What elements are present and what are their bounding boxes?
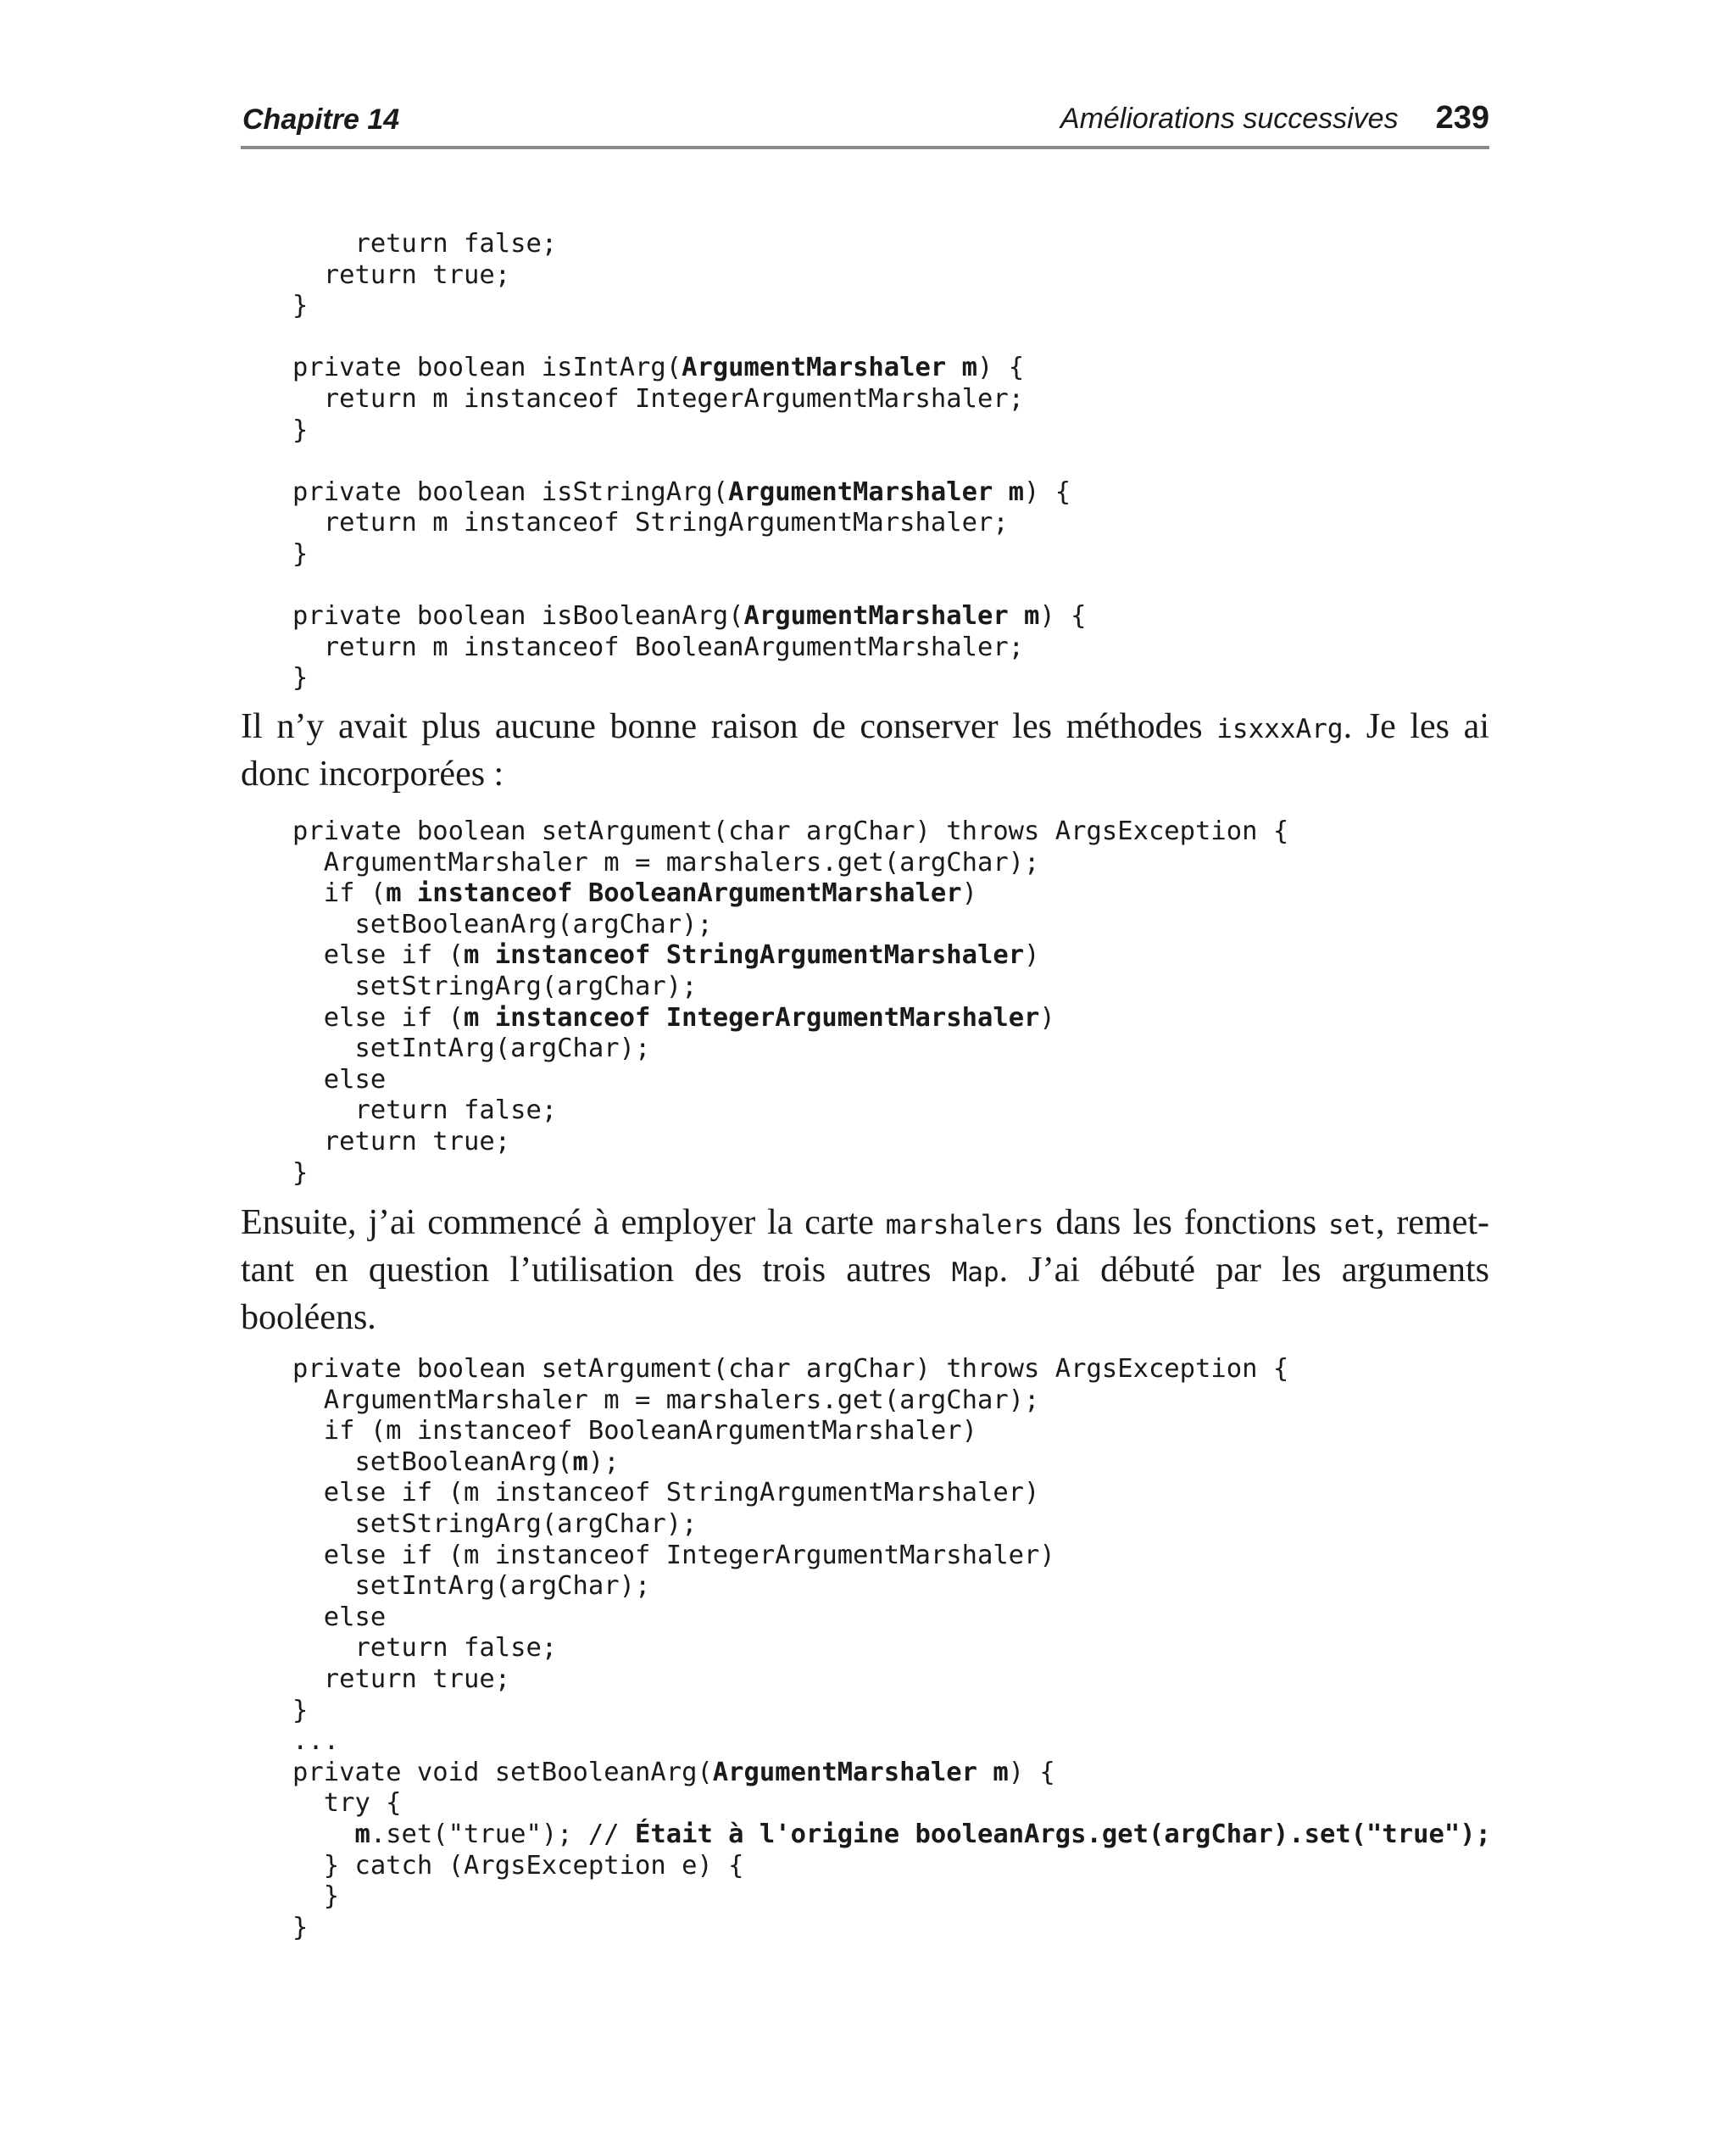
code-line	[292, 1509, 1491, 1541]
code-text: )	[961, 878, 977, 909]
code-text: if (	[292, 878, 387, 909]
code-bold-text: m instanceof StringArgumentMarshaler	[464, 940, 1025, 971]
code-block-set-boolean-arg	[292, 1354, 1491, 1943]
code-line	[292, 601, 1087, 633]
code-line	[292, 229, 1087, 260]
code-text: if (m instanceof BooleanArgumentMarshaler)	[292, 1416, 977, 1446]
code-text: .set("true"); //	[370, 1819, 635, 1849]
code-text: ...	[292, 1726, 340, 1757]
page-number: 239	[1435, 100, 1489, 136]
code-line	[292, 1664, 1491, 1696]
code-text: ArgumentMarshaler m = marshalers.get(argChar);	[292, 847, 1040, 878]
code-line	[292, 446, 1087, 477]
code-line	[292, 1127, 1288, 1158]
code-line	[292, 910, 1288, 941]
code-line	[292, 633, 1087, 664]
code-line	[292, 1851, 1491, 1882]
code-bold-text: ArgumentMarshaler m	[712, 1757, 1009, 1787]
code-text: } catch (ArgsException e) {	[292, 1850, 744, 1881]
chapter-title: Chapitre 14	[242, 103, 400, 136]
paragraph-text: , remettant en question l’utilisation des trois autres	[241, 1203, 1490, 1290]
code-line	[292, 1913, 1491, 1944]
code-text	[292, 1820, 354, 1849]
code-text: private boolean isBooleanArg(	[292, 601, 744, 632]
code-text: }	[292, 1912, 309, 1942]
code-text: setStringArg(argChar);	[292, 971, 698, 1001]
page-header	[241, 97, 1489, 149]
code-text: }	[292, 415, 309, 445]
code-text: setBooleanArg(	[292, 1446, 573, 1477]
code-text: private void setBooleanArg(	[292, 1757, 713, 1787]
code-bold-text: ArgumentMarshaler m	[682, 353, 977, 383]
code-line	[292, 848, 1288, 879]
code-line	[292, 1881, 1491, 1913]
code-line	[292, 353, 1087, 384]
code-text: setIntArg(argChar);	[292, 1034, 651, 1064]
code-text: }	[292, 1157, 309, 1188]
code-line	[292, 1478, 1491, 1509]
code-line	[292, 415, 1087, 447]
code-bold-text: ArgumentMarshaler m	[728, 476, 1025, 507]
code-text: ArgumentMarshaler m = marshalers.get(argChar);	[292, 1385, 1040, 1415]
code-bold-text: m	[572, 1446, 588, 1477]
code-line	[292, 508, 1087, 539]
code-text: return m instanceof StringArgumentMarshaler;	[292, 508, 1009, 538]
code-line	[292, 1158, 1288, 1190]
paragraph-text: Ensuite, j’ai commencé à employer la carte	[241, 1203, 886, 1242]
code-line	[292, 260, 1087, 292]
code-line	[292, 1354, 1491, 1385]
code-bold-text: ArgumentMarshaler m	[743, 601, 1040, 632]
code-text: private boolean setArgument(char argChar) throws ArgsException {	[292, 1354, 1289, 1384]
code-line	[292, 322, 1087, 354]
code-line	[292, 1602, 1491, 1634]
code-text: )	[1039, 1002, 1055, 1033]
code-line	[292, 1034, 1288, 1065]
code-text: }	[292, 538, 309, 569]
code-text: else	[292, 1064, 387, 1095]
inline-code: Map	[951, 1257, 999, 1288]
inline-code: isxxxArg	[1216, 714, 1344, 744]
code-text: return true;	[292, 1126, 511, 1156]
code-line	[292, 291, 1087, 322]
code-text: else	[292, 1602, 387, 1632]
section-title: Améliorations successives	[1060, 103, 1399, 135]
inline-code: set	[1328, 1210, 1376, 1240]
code-line	[292, 1447, 1491, 1479]
header-right	[1060, 100, 1489, 137]
code-text: return false;	[292, 1095, 558, 1126]
code-text: else if (m instanceof IntegerArgumentMarshaler)	[292, 1540, 1055, 1570]
code-line	[292, 477, 1087, 509]
code-text: setIntArg(argChar);	[292, 1571, 651, 1602]
code-text: private boolean isIntArg(	[292, 353, 682, 383]
code-text: ) {	[976, 353, 1025, 383]
code-text: return true;	[292, 1664, 511, 1694]
code-text: return false;	[292, 229, 558, 259]
code-text: private boolean setArgument(char argChar) throws ArgsException {	[292, 816, 1289, 846]
code-line	[292, 1541, 1491, 1572]
paragraph-marshalers	[241, 1201, 1489, 1340]
code-text: return m instanceof BooleanArgumentMarshaler;	[292, 632, 1025, 662]
code-line	[292, 1758, 1491, 1789]
code-line	[292, 1095, 1288, 1127]
code-text: }	[292, 663, 309, 694]
code-text: setStringArg(argChar);	[292, 1508, 698, 1539]
code-text: else if (	[292, 1002, 464, 1033]
code-text: setBooleanArg(argChar);	[292, 909, 713, 939]
code-text: }	[292, 291, 309, 321]
code-line	[292, 878, 1288, 910]
code-text: private boolean isStringArg(	[292, 476, 729, 507]
code-text: ) {	[1008, 1757, 1055, 1787]
code-line	[292, 1416, 1491, 1447]
code-block-is-arg-methods	[292, 229, 1087, 694]
paragraph-text: . Je les ai donc incorporées :	[241, 707, 1489, 794]
code-bold-text: m	[354, 1819, 370, 1849]
code-text: ) {	[1039, 601, 1087, 632]
code-text: else if (m instanceof StringArgumentMarshaler)	[292, 1478, 1040, 1508]
code-text: )	[1024, 940, 1040, 971]
code-text: return true;	[292, 259, 511, 290]
code-line	[292, 1633, 1491, 1664]
code-line	[292, 663, 1087, 694]
code-text: try {	[292, 1788, 402, 1819]
code-line	[292, 940, 1288, 972]
inline-code: marshalers	[885, 1210, 1044, 1240]
code-line	[292, 1385, 1491, 1417]
code-line	[292, 1571, 1491, 1602]
code-line	[292, 816, 1288, 848]
code-bold-text: Était à l'origine booleanArgs.get(argChar).set("true");	[635, 1819, 1491, 1849]
paragraph-text: dans les fonctions	[1043, 1203, 1328, 1242]
paragraph-text: . J’ai débuté par les arguments booléens.	[241, 1251, 1489, 1337]
code-text: return false;	[292, 1633, 558, 1664]
paragraph-isxxxarg	[241, 705, 1489, 797]
code-bold-text: m instanceof IntegerArgumentMarshaler	[464, 1002, 1040, 1033]
code-text: ) {	[1024, 476, 1071, 507]
code-line	[292, 539, 1087, 571]
code-text: );	[587, 1446, 620, 1477]
code-line	[292, 1065, 1288, 1096]
code-line	[292, 1696, 1491, 1727]
code-bold-text: m instanceof BooleanArgumentMarshaler	[386, 878, 962, 909]
code-line	[292, 571, 1087, 602]
code-text: else if (	[292, 940, 464, 971]
paragraph-text: Il n’y avait plus aucune bonne raison de conserver les méthodes	[241, 707, 1217, 746]
code-line	[292, 1820, 1491, 1851]
code-text: return m instanceof IntegerArgumentMarshaler;	[292, 383, 1025, 414]
code-line	[292, 1788, 1491, 1820]
code-line	[292, 384, 1087, 415]
code-text: }	[292, 1695, 309, 1725]
code-line	[292, 1003, 1288, 1034]
code-line	[292, 972, 1288, 1003]
code-block-set-argument	[292, 816, 1288, 1189]
code-line	[292, 1726, 1491, 1758]
code-text: }	[292, 1881, 340, 1912]
